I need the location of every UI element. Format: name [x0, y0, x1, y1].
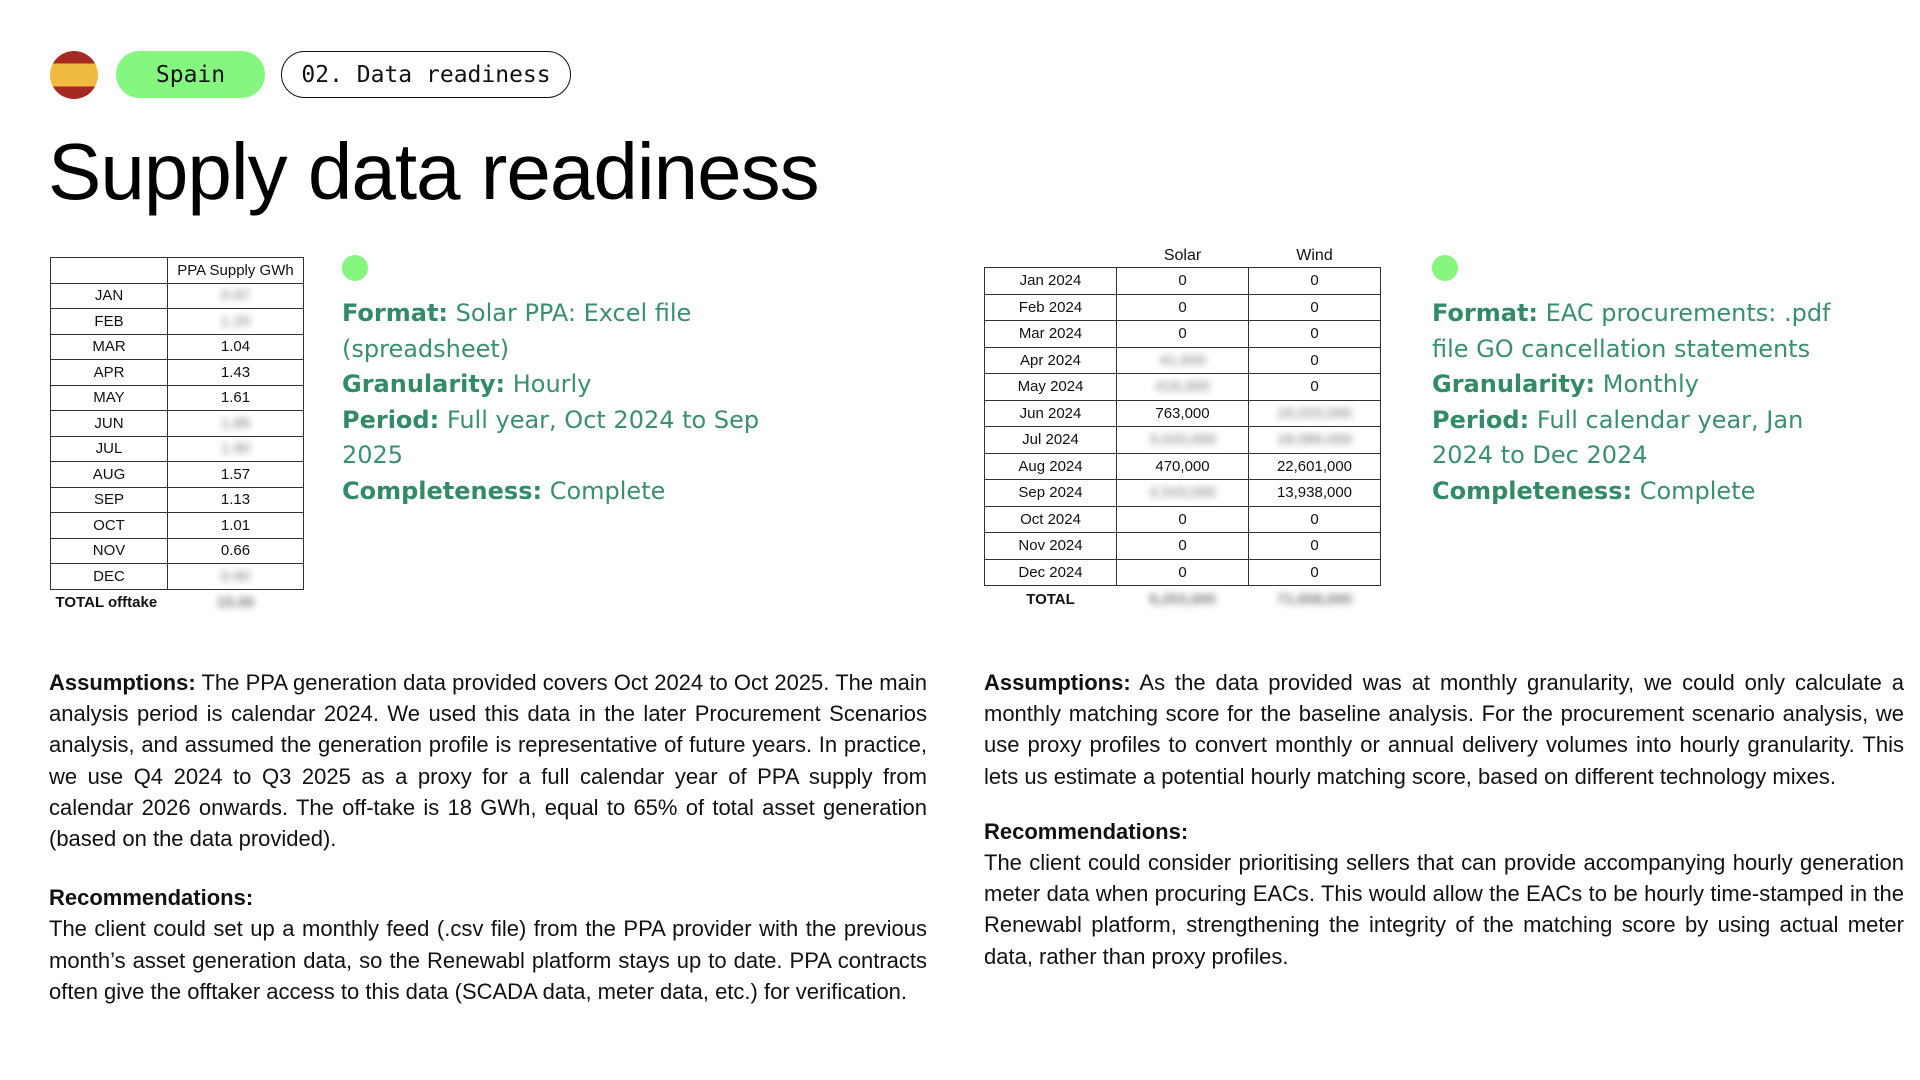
month-cell: OCT — [51, 513, 168, 539]
recommendations-paragraph: The client could consider prioritising sellers that can provide accompanying hourly generation meter data when procuring EACs. This would allow the EACs to be hourly time-stamped in the Renewabl platform, strengthening the integrity of the matching score by using actual meter data, rather than proxy profiles. — [984, 850, 1904, 969]
solar-cell: 0 — [1117, 294, 1249, 321]
table-row — [51, 309, 304, 335]
month-cell: Jul 2024 — [985, 427, 1117, 454]
total-row — [51, 589, 304, 616]
table-header-row — [985, 245, 1381, 268]
value-cell: 0.66 — [168, 538, 304, 564]
header-cell: Solar — [1163, 247, 1202, 264]
month-cell: MAR — [51, 334, 168, 360]
wind-cell: 0 — [1249, 268, 1381, 295]
country-tag: Spain — [116, 51, 265, 98]
wind-cell: 0 — [1249, 374, 1381, 401]
wind-cell: 0 — [1249, 559, 1381, 586]
month-cell: Jan 2024 — [985, 268, 1117, 295]
page-title: Supply data readiness — [48, 127, 819, 216]
wind-cell: 0 — [1249, 321, 1381, 348]
solar-cell: 4,543,000 — [1117, 480, 1249, 507]
header-cell — [51, 258, 168, 284]
month-cell: MAY — [51, 385, 168, 411]
month-cell: Aug 2024 — [985, 453, 1117, 480]
table-row — [985, 559, 1381, 586]
recommendations-heading: Recommendations: — [984, 818, 1189, 844]
month-cell: JUN — [51, 411, 168, 437]
table-row — [51, 564, 304, 590]
table-row — [985, 347, 1381, 374]
recommendations-heading: Recommendations: — [49, 885, 254, 911]
value-cell: 1.13 — [168, 487, 304, 513]
table-header-row — [51, 258, 304, 284]
assumptions-paragraph: Assumptions: As the data provided was at monthly granularity, we could only calculate a monthly matching score for the baseline analysis. For the procurement scenario analysis, we use proxy profiles to convert monthly or annual delivery volumes into hourly granularity. This lets us estimate a potential hourly matching score, based on different technology mixes. — [984, 670, 1904, 789]
solar-cell: 470,000 — [1117, 453, 1249, 480]
format-line: Format: Solar PPA: Excel file (spreadsheet) — [342, 299, 692, 363]
wind-cell: 0 — [1249, 294, 1381, 321]
completeness-line: Completeness: Complete — [342, 476, 666, 505]
completeness-line: Completeness: Complete — [1432, 476, 1756, 505]
period-line: Period: Full year, Oct 2024 to Sep 2025 — [342, 405, 760, 469]
recommendations-paragraph: The client could set up a monthly feed (.csv file) from the PPA provider with the previous month’s asset generation data, so the Renewabl platform stays up to date. PPA contracts often give the offtaker access to this data (SCADA data, meter data, etc.) for verification. — [49, 916, 927, 1004]
solar-cell: 0 — [1117, 533, 1249, 560]
solar-cell: 0 — [1117, 506, 1249, 533]
month-cell: Jun 2024 — [985, 400, 1117, 427]
total-row — [985, 586, 1381, 614]
table-row — [51, 385, 304, 411]
month-cell: Apr 2024 — [985, 347, 1117, 374]
table-row — [51, 436, 304, 462]
solar-cell: 763,000 — [1117, 400, 1249, 427]
format-line: Format: EAC procurements: .pdf file GO cancellation statements — [1432, 299, 1831, 363]
solar-cell: 0 — [1117, 268, 1249, 295]
granularity-line: Granularity: Hourly — [342, 370, 592, 398]
wind-cell: 13,938,000 — [1249, 480, 1381, 507]
solar-cell: 0 — [1117, 559, 1249, 586]
value-cell: 1.90 — [168, 436, 304, 462]
solar-cell: 0 — [1117, 321, 1249, 348]
month-cell: FEB — [51, 309, 168, 335]
total-wind: 71,658,000 — [1276, 591, 1353, 608]
wind-cell: 0 — [1249, 347, 1381, 374]
month-cell: Dec 2024 — [985, 559, 1117, 586]
table-row — [51, 487, 304, 513]
wind-cell: 0 — [1249, 506, 1381, 533]
granularity-line: Granularity: Monthly — [1432, 370, 1699, 398]
month-cell: Sep 2024 — [985, 480, 1117, 507]
table-row — [51, 283, 304, 309]
eac-volumes-table — [984, 245, 1381, 613]
value-cell: 0.97 — [168, 283, 304, 309]
month-cell: Feb 2024 — [985, 294, 1117, 321]
table-row — [51, 462, 304, 488]
section-tag: 02. Data readiness — [281, 51, 571, 98]
wind-cell: 0 — [1249, 533, 1381, 560]
table-row — [985, 480, 1381, 507]
solar-cell: 41,000 — [1117, 347, 1249, 374]
month-cell: SEP — [51, 487, 168, 513]
month-cell: May 2024 — [985, 374, 1117, 401]
total-solar: 9,253,000 — [1149, 591, 1216, 608]
table-row — [985, 533, 1381, 560]
solar-cell: 3,020,000 — [1117, 427, 1249, 454]
table-row — [51, 334, 304, 360]
wind-cell: 18,086,000 — [1249, 427, 1381, 454]
table-row — [985, 294, 1381, 321]
period-line: Period: Full calendar year, Jan 2024 to Dec 2024 — [1432, 405, 1804, 469]
month-cell: NOV — [51, 538, 168, 564]
status-dot-icon — [1432, 255, 1458, 281]
value-cell: 1.04 — [168, 334, 304, 360]
wind-cell: 16,033,000 — [1249, 400, 1381, 427]
value-cell: 1.57 — [168, 462, 304, 488]
table-row — [985, 321, 1381, 348]
value-cell: 1.01 — [168, 513, 304, 539]
total-label: TOTAL offtake — [55, 594, 158, 611]
total-value: 15.00 — [216, 594, 255, 611]
value-cell: 1.61 — [168, 385, 304, 411]
spain-flag-icon — [50, 51, 98, 99]
table-row — [51, 360, 304, 386]
month-cell: JUL — [51, 436, 168, 462]
table-row — [985, 268, 1381, 295]
month-cell: JAN — [51, 283, 168, 309]
value-cell: 1.20 — [168, 309, 304, 335]
table-row — [985, 374, 1381, 401]
month-cell: APR — [51, 360, 168, 386]
right-notes — [984, 667, 1904, 972]
table-row — [51, 538, 304, 564]
month-cell: AUG — [51, 462, 168, 488]
right-data-info — [1432, 296, 1852, 509]
month-cell: Nov 2024 — [985, 533, 1117, 560]
header-cell: PPA Supply GWh — [168, 258, 304, 284]
table-row — [51, 513, 304, 539]
table-row — [985, 400, 1381, 427]
left-notes — [49, 667, 927, 1007]
value-cell: 1.89 — [168, 411, 304, 437]
header-cell — [985, 245, 1117, 268]
ppa-supply-table — [50, 257, 304, 616]
header-cell: Wind — [1296, 247, 1333, 264]
table-row — [985, 453, 1381, 480]
month-cell: DEC — [51, 564, 168, 590]
table-row — [985, 427, 1381, 454]
month-cell: Mar 2024 — [985, 321, 1117, 348]
total-label: TOTAL — [1026, 591, 1075, 608]
wind-cell: 22,601,000 — [1249, 453, 1381, 480]
status-dot-icon — [342, 255, 368, 281]
assumptions-paragraph: Assumptions: The PPA generation data provided covers Oct 2024 to Oct 2025. The main analysis period is calendar 2024. We used this data in the later Procurement Scenarios analysis, and assumed the generation profile is representative of future years. In practice, we use Q4 2024 to Q3 2025 as a proxy for a full calendar year of PPA supply from calendar 2026 onwards. The off-take is 18 GWh, equal to 65% of total asset generation (based on the data provided). — [49, 670, 927, 852]
value-cell: 1.43 — [168, 360, 304, 386]
left-data-info — [342, 296, 762, 509]
table-row — [985, 506, 1381, 533]
solar-cell: 416,000 — [1117, 374, 1249, 401]
month-cell: Oct 2024 — [985, 506, 1117, 533]
table-row — [51, 411, 304, 437]
value-cell: 0.90 — [168, 564, 304, 590]
